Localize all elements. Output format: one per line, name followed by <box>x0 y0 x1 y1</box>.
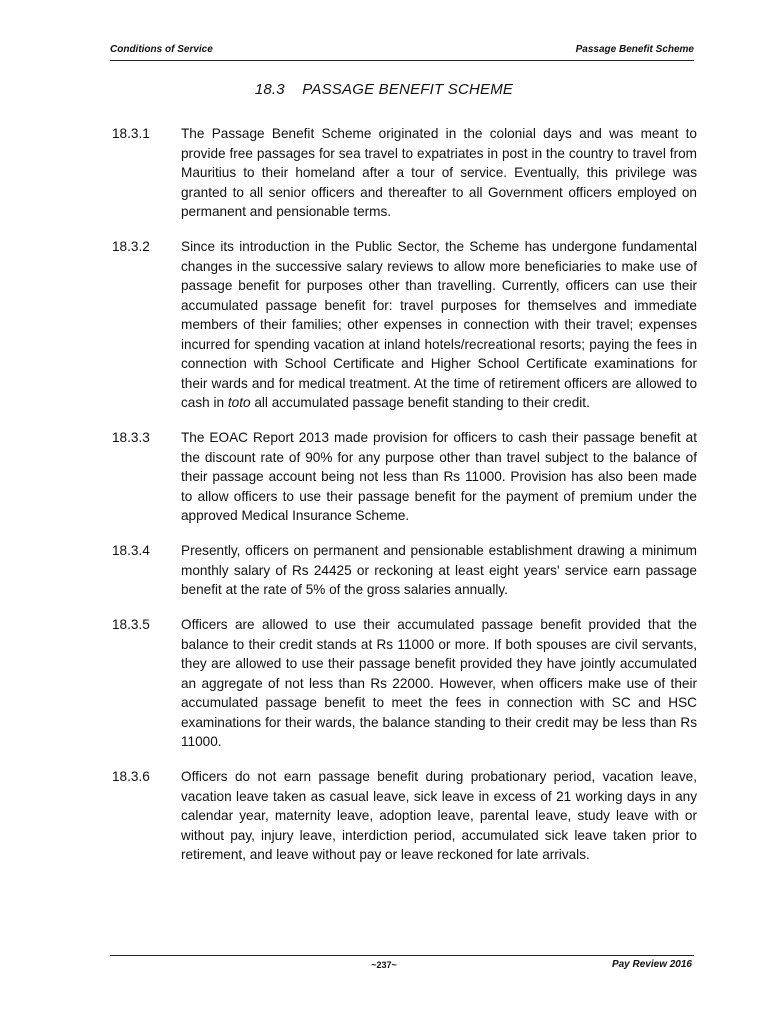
section-18-3-1 <box>112 124 698 222</box>
section-text: The Passage Benefit Scheme originated in the colonial days and was meant to provide free passages for sea travel to expatriates in post in the country to travel from Mauritius to their homeland after a tour of service. Eventually, this privilege was granted to all senior officers and thereafter to all Government officers employed on permanent and pensionable terms. <box>181 126 697 219</box>
page-number: ~237~ <box>371 960 397 970</box>
section-number: 18.3.6 <box>112 769 150 784</box>
section-text: Officers are allowed to use their accumulated passage benefit provided that the balance to their credit stands at Rs 11000 or more. If both spouses are civil servants, they are allowed to use their passage benefit provided they have jointly accumulated an aggregate of not less than Rs 22000. However, when officers make use of their accumulated passage benefit to meet the fees in connection with SC and HSC examinations for their wards, the balance standing to their credit may be less than Rs 11000. <box>181 617 697 749</box>
header-right: Passage Benefit Scheme <box>575 44 694 55</box>
section-number: 18.3.5 <box>112 617 150 632</box>
section-18-3-2 <box>112 237 698 413</box>
section-text <box>181 237 697 413</box>
section-text-part: Since its introduction in the Public Sector, the Scheme has undergone fundamental changes in the successive salary reviews to allow more beneficiaries to make use of passage benefit for purposes other than travelling. Currently, officers can use their accumulated passage benefit for: travel purposes for themselves and immediate members of their families; other expenses in connection with their travel; expenses incurred for spending vacation at inland hotels/recreational resorts; paying the fees in connection with School Certificate and Higher School Certificate examinations for their wards and for medical treatment. At the time of retirement officers are allowed to cash in <box>181 239 697 410</box>
footer-divider <box>110 955 694 956</box>
header-divider <box>110 60 694 61</box>
section-text-part: all accumulated passage benefit standing to their credit. <box>250 395 590 410</box>
section-number: 18.3.2 <box>112 239 150 254</box>
section-18-3-4 <box>112 541 698 600</box>
sections-list <box>112 124 698 880</box>
section-number: 18.3.1 <box>112 126 150 141</box>
header-left: Conditions of Service <box>110 44 213 55</box>
section-text: The EOAC Report 2013 made provision for officers to cash their passage benefit at the discount rate of 90% for any purpose other than travel subject to the balance of their passage account being not less than Rs 11000. Provision has also been made to allow officers to use their passage benefit for the payment of premium under the approved Medical Insurance Scheme. <box>181 430 697 523</box>
section-number: 18.3.4 <box>112 543 150 558</box>
section-18-3-5 <box>112 615 698 752</box>
section-number: 18.3.3 <box>112 430 150 445</box>
section-text: Presently, officers on permanent and pensionable establishment drawing a minimum monthly salary of Rs 24425 or reckoning at least eight years' service earn passage benefit at the rate of 5% of the gross salaries annually. <box>181 543 697 597</box>
section-18-3-6 <box>112 767 698 865</box>
footer-right: Pay Review 2016 <box>611 959 692 970</box>
section-18-3-3 <box>112 428 698 526</box>
section-text: Officers do not earn passage benefit during probationary period, vacation leave, vacation leave taken as casual leave, sick leave in excess of 21 working days in any calendar year, maternity leave, adoption leave, parental leave, study leave with or without pay, injury leave, interdiction period, accumulated sick leave taken prior to retirement, and leave without pay or leave reckoned for late arrivals. <box>181 769 697 862</box>
page-header <box>110 44 694 55</box>
section-title: 18.3 PASSAGE BENEFIT SCHEME <box>254 81 514 98</box>
section-text-italic: toto <box>227 395 251 410</box>
